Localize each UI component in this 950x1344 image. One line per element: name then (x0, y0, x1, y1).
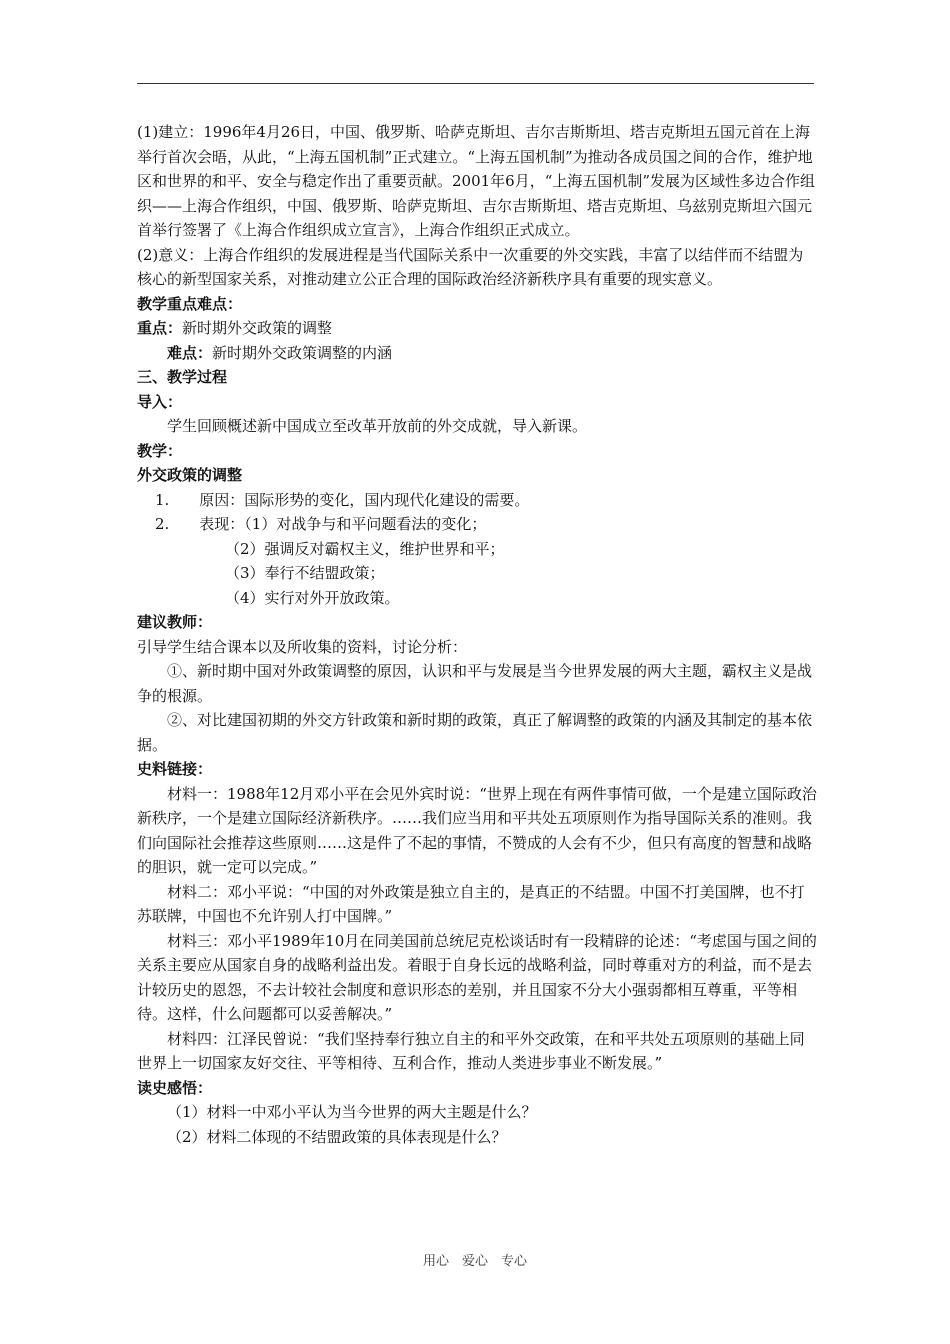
heading-suggest-teacher: 建议教师： (137, 613, 213, 631)
difficulty-line (137, 341, 817, 366)
heading-teaching: 教学： (137, 441, 183, 460)
suggest-point-1: ①、新时期中国对外政策调整的原因，认识和平与发展是当今世界发展的两大主题，霸权主义是战争的根源。 (137, 662, 813, 705)
suggest-text: 引导学生结合课本以及所收集的资料，讨论分析： (137, 637, 468, 656)
document-body (137, 120, 817, 1149)
focus-label: 重点： (137, 319, 183, 337)
question-2: （2）材料二体现的不结盟政策的具体表现是什么？ (167, 1127, 507, 1146)
list-subitem-3: （3）奉行不结盟政策； (225, 564, 385, 582)
list-subitem-2: （2）强调反对霸权主义，维护世界和平； (225, 539, 505, 558)
focus-line (137, 316, 817, 341)
heading-policy-adjustment: 外交政策的调整 (137, 466, 243, 484)
heading-teaching-process: 三、教学过程 (137, 368, 228, 386)
source-material-1: 材料一：1988年12月邓小平在会见外宾时说：“世界上现在有两件事情可做，一个是建立国际政治新秩序，一个是建立国际经济新秩序。……我们应当用和平共处五项原则作为指导国际关系的准则。我们向国际社会推荐这些原则……这是件了不起的事情，不赞成的人会有不少，但只有高度的智慧和战略的胆识，就一定可以完成。” (137, 784, 817, 876)
source-material-2: 材料二：邓小平说：“中国的对外政策是独立自主的，是真正的不结盟。中国不打美国牌，也不打苏联牌，中国也不允许别人打中国牌。” (137, 882, 805, 925)
source-material-3: 材料三：邓小平1989年10月在同美国前总统尼克松谈话时有一段精辟的论述：“考虑国与国之间的关系主要应从国家自身的战略利益出发。着眼于自身长远的战略利益，同时尊重对方的利益，而不是去计较历史的恩怨，不去计较社会制度和意识形态的差别，并且国家不分大小强弱都相互尊重，平等相待。这样，什么问题都可以妥善解决。” (137, 931, 817, 1023)
question-1: （1）材料一中邓小平认为当今世界的两大主题是什么？ (167, 1103, 537, 1121)
list-item-manifestation: 2. 表现：（1）对战争与和平问题看法的变化； (155, 515, 487, 533)
difficulty-text: 新时期外交政策调整的内涵 (212, 343, 393, 362)
header-rule (137, 83, 814, 84)
page-footer: 用心 爱心 专心 (422, 1254, 527, 1269)
difficulty-label: 难点： (167, 343, 213, 362)
list-subitem-4: （4）实行对外开放政策。 (225, 588, 400, 607)
source-material-4: 材料四：江泽民曾说：“我们坚持奉行独立自主的和平外交政策，在和平共处五项原则的基础上同世界上一切国家友好交往、平等相待、互利合作，推动人类进步事业不断发展。” (137, 1029, 805, 1072)
heading-reflection: 读史感悟： (137, 1078, 213, 1097)
paragraph-significance: (2)意义：上海合作组织的发展进程是当代国际关系中一次重要的外交实践，丰富了以结伴而不结盟为核心的新型国家关系，对推动建立公正合理的国际政治经济新秩序具有重要的现实意义。 (137, 245, 804, 288)
list-item-reason: 1. 原因：国际形势的变化，国内现代化建设的需要。 (155, 490, 530, 509)
heading-source-links: 史料链接： (137, 760, 213, 778)
heading-key-points: 教学重点难点： (137, 294, 243, 313)
heading-intro: 导入： (137, 392, 183, 411)
intro-text: 学生回顾概述新中国成立至改革开放前的外交成就，导入新课。 (167, 417, 588, 435)
focus-text: 新时期外交政策的调整 (182, 319, 333, 337)
suggest-point-2: ②、对比建国初期的外交方针政策和新时期的政策，真正了解调整的政策的内涵及其制定的基本依据。 (137, 711, 813, 754)
paragraph-establishment: (1)建立：1996年4月26日，中国、俄罗斯、哈萨克斯坦、吉尔吉斯斯坦、塔吉克斯坦五国元首在上海举行首次会晤，从此，“上海五国机制”正式建立。“上海五国机制”为推动各成员国之间的合作，维护地区和世界的和平、安全与稳定作出了重要贡献。2001年6月，“上海五国机制”发展为区域性多边合作组织——上海合作组织，中国、俄罗斯、哈萨克斯坦、吉尔吉斯斯坦、塔吉克斯坦、乌兹别克斯坦六国元首举行签署了《上海合作组织成立宣言》，上海合作组织正式成立。 (137, 123, 816, 239)
